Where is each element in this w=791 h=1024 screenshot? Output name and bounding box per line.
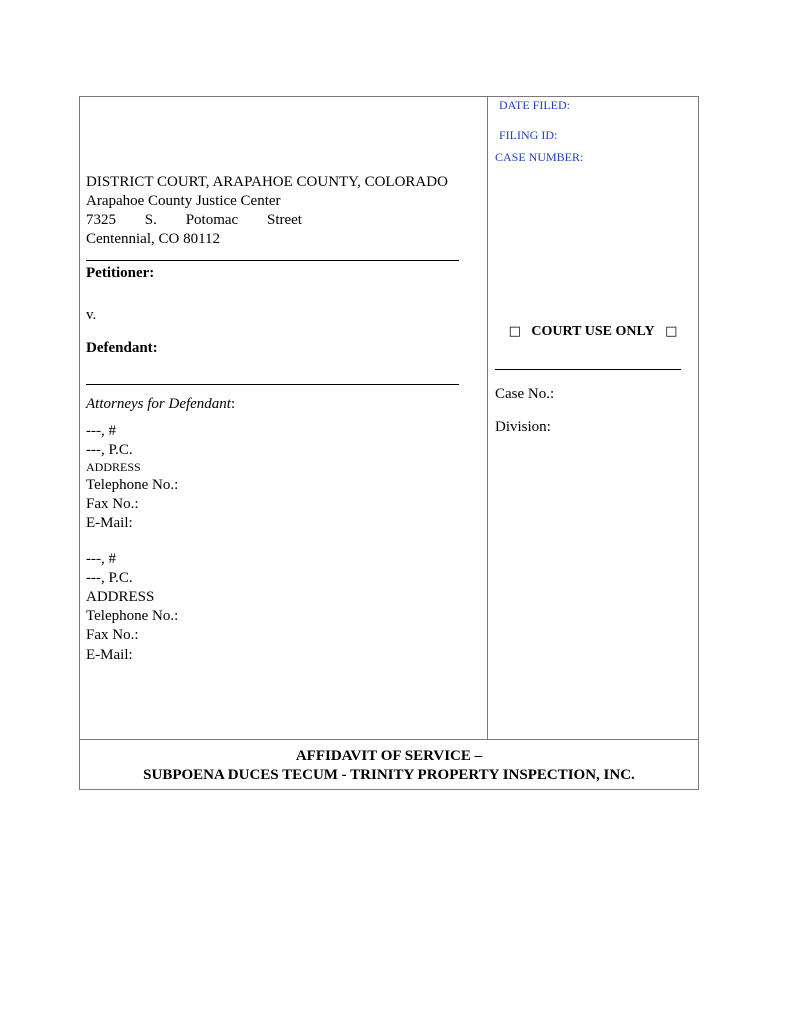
attorney-2-firm: ---, P.C. — [86, 570, 133, 586]
attorney-2-telephone: Telephone No.: — [86, 608, 179, 624]
street-name: Potomac — [185, 212, 239, 228]
court-info-rule — [86, 260, 459, 261]
date-filed-label: DATE FILED: — [499, 98, 570, 112]
attorney-2-email: E-Mail: — [86, 647, 133, 663]
attorney-2-address: ADDRESS — [86, 589, 155, 605]
petitioner-label: Petitioner: — [86, 265, 155, 281]
document-title-line-2: SUBPOENA DUCES TECUM - TRINITY PROPERTY INSPECTION, INC. — [143, 767, 635, 783]
court-use-only-label — [490, 323, 696, 341]
filing-id-label: FILING ID: — [499, 128, 558, 142]
attorney-2-name: ---, # — [86, 551, 116, 567]
attorneys-heading — [86, 395, 235, 414]
attorney-1-email: E-Mail: — [86, 515, 133, 531]
column-divider — [487, 97, 488, 739]
division-label: Division: — [495, 419, 551, 435]
parties-rule — [86, 384, 459, 385]
row-divider — [80, 739, 698, 740]
document-title-line-1: AFFIDAVIT OF SERVICE – — [295, 748, 483, 764]
court-city: Centennial, CO 80112 — [86, 231, 221, 247]
court-use-rule — [495, 369, 681, 370]
case-no-label: Case No.: — [495, 386, 555, 402]
attorney-1-fax: Fax No.: — [86, 496, 139, 512]
case-number-label: CASE NUMBER: — [495, 150, 584, 164]
attorneys-heading-colon: : — [230, 396, 236, 412]
court-use-only-text: COURT USE ONLY — [531, 324, 655, 339]
court-building: Arapahoe County Justice Center — [86, 193, 281, 209]
street-number: 7325 — [86, 212, 116, 228]
attorney-2-fax: Fax No.: — [86, 627, 139, 643]
checkbox-icon: □ — [665, 324, 678, 339]
versus-text: v. — [86, 307, 97, 323]
street-type: Street — [266, 212, 302, 228]
attorney-1-name: ---, # — [86, 423, 116, 439]
attorney-1-address: ADDRESS — [86, 460, 141, 474]
court-street — [86, 211, 302, 230]
attorneys-heading-italic: Attorneys for Defendant — [86, 396, 231, 412]
checkbox-icon: □ — [508, 324, 521, 339]
street-direction: S. — [144, 212, 157, 228]
defendant-label: Defendant: — [86, 340, 158, 356]
document-title — [80, 747, 698, 785]
attorney-1-telephone: Telephone No.: — [86, 477, 179, 493]
court-name: DISTRICT COURT, ARAPAHOE COUNTY, COLORADO — [86, 174, 448, 190]
case-caption-table — [79, 96, 699, 790]
attorney-1-firm: ---, P.C. — [86, 442, 133, 458]
